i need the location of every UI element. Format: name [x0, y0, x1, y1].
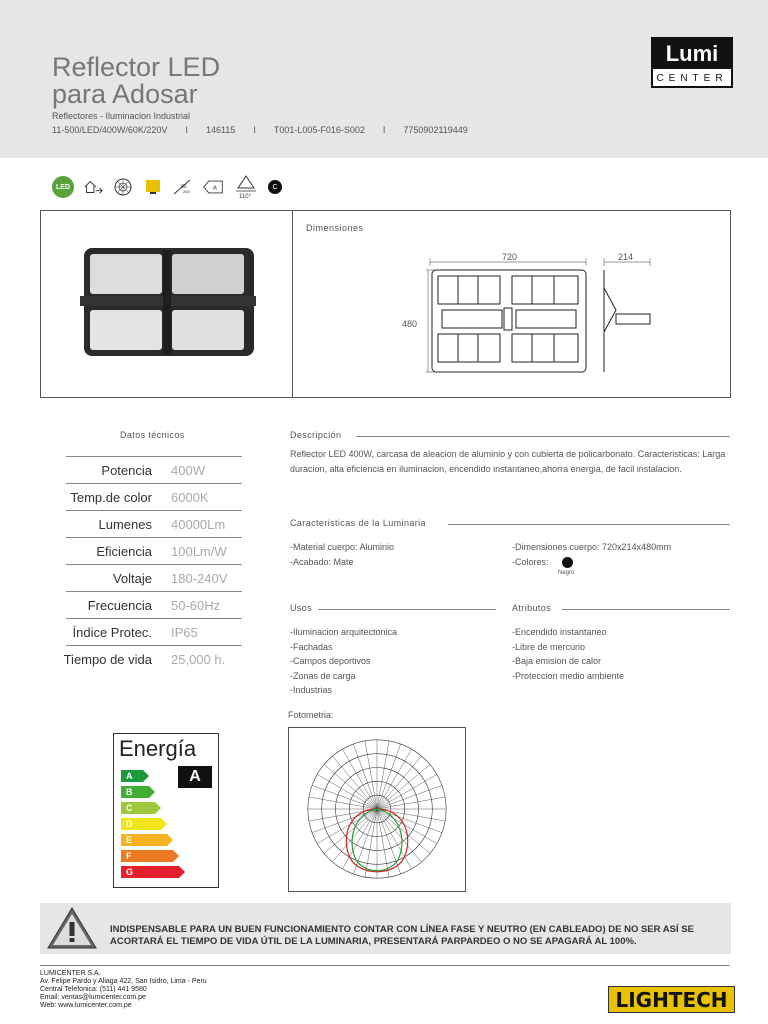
spec-key: Temp.de color [70, 490, 152, 505]
box-divider [292, 211, 293, 397]
spec-row [66, 456, 242, 483]
warm-light-icon [142, 176, 164, 198]
list-item: -Iluminacion arquitectonica [290, 627, 398, 637]
usos-title: Usos [290, 603, 313, 613]
warning-icon [46, 906, 98, 950]
spec-key: Tiempo de vida [63, 652, 152, 667]
code-separator: I [382, 125, 386, 135]
product-model-code: 11-500/LED/400W/60K/220V [52, 125, 168, 135]
spec-value: 25,000 h. [171, 652, 226, 667]
footer-email[interactable]: Email: ventas@lumicenter.com.pe [40, 994, 146, 1001]
spec-key: Potencia [101, 463, 152, 478]
dimensions-label: Dimensiones [306, 223, 364, 233]
svg-text:110°: 110° [239, 194, 251, 200]
code-separator: I [253, 125, 256, 135]
spec-key: Frecuencia [87, 598, 152, 613]
energy-label [113, 733, 219, 888]
spec-value: 40000Lm [171, 517, 226, 532]
color-swatch-black [562, 557, 573, 568]
spec-value: 100Lm/W [171, 544, 227, 559]
list-item: -Campos deportivos [290, 656, 371, 666]
luminaria-rule [448, 524, 730, 525]
list-item: -Proteccion medio ambiente [512, 670, 625, 681]
footer-rule [40, 965, 730, 966]
luminaria-finish: -Acabado: Mate [290, 556, 354, 567]
svg-text:720: 720 [502, 252, 518, 262]
description-rule [356, 436, 730, 437]
spec-row [66, 537, 242, 564]
product-title-line2: para Adosar [52, 79, 198, 109]
energy-class-g: G [121, 866, 179, 878]
code-separator: I [185, 125, 188, 135]
spec-value: 50-60Hz [171, 598, 221, 613]
footer-company: LUMICENTER S.A. [40, 970, 101, 977]
spec-key: Eficiencia [96, 544, 152, 559]
led-icon: LED [52, 176, 74, 198]
energy-class-c: C [121, 802, 155, 814]
atributos-title: Atributos [512, 603, 552, 613]
beam-angle-icon [232, 176, 260, 198]
footer-phone: Central Telefonica: (511) 441 9580 [40, 986, 147, 993]
svg-text:480: 480 [402, 319, 418, 329]
svg-text:265: 265 [183, 189, 190, 194]
photometry-diagram [288, 727, 466, 892]
spec-row [66, 510, 242, 537]
list-item: -Encendido instantaneo [512, 627, 607, 637]
spec-row [66, 483, 242, 510]
energy-title: Energía [119, 736, 197, 761]
lumicenter-logo [651, 37, 733, 88]
product-sku: 146115 [205, 125, 236, 135]
outdoor-house-icon [82, 176, 104, 198]
list-item: -Fachadas [290, 641, 333, 652]
spec-key: Lumenes [98, 517, 152, 532]
lightech-logo: LIGHTECH [608, 986, 735, 1013]
color-icon: C [268, 180, 282, 194]
product-category: Reflectores - Iluminacion Industrial [52, 111, 191, 121]
spec-value: 400W [171, 463, 205, 478]
energy-class-d: D [121, 818, 161, 830]
luminaria-colors: -Colores: [512, 556, 549, 567]
energy-class-e: E [121, 834, 167, 846]
spec-value: 6000K [171, 490, 209, 505]
logo-bottom-text: CENTER [656, 73, 728, 84]
usos-rule [318, 609, 496, 610]
description-title: Descripción [290, 430, 342, 440]
svg-text:A: A [213, 185, 217, 192]
atributos-list [512, 625, 624, 683]
product-reference: T001-L005-F016-S002 [273, 125, 365, 135]
svg-text:214: 214 [618, 252, 634, 262]
spec-value: 180-240V [171, 571, 228, 586]
list-item: -Baja emision de calor [512, 656, 602, 666]
energy-class-b: B [121, 786, 149, 798]
logo-top-text: Lumi [653, 39, 731, 69]
svg-text:85: 85 [181, 184, 187, 190]
description-text: Reflector LED 400W, carcasa de aleacion de aluminio y con cubierta de policarbonato. Caracteristicas: Larga duracion, alta eficiencia en iluminacion, encendido instantaneo,ahorra energia, de facil instalacion. [290, 449, 726, 474]
luminaria-material: -Material cuerpo: Aluminio [290, 542, 395, 552]
specs-title: Datos técnicos [120, 430, 185, 440]
list-item: -Libre de mercurio [512, 641, 586, 652]
luminaria-dimensions: -Dimensiones cuerpo: 720x214x480mm [512, 542, 672, 552]
energy-rating-arrow: A [178, 766, 212, 788]
product-image [80, 246, 256, 358]
fotometria-label: Fotometria: [288, 710, 334, 720]
luminaria-title: Caracteristicas de la Luminaria [290, 518, 426, 528]
product-title-line1: Reflector LED [52, 52, 221, 82]
warning-text: INDISPENSABLE PARA UN BUEN FUNCIONAMIENTO CONTAR CON LÍNEA FASE Y NEUTRO (EN CABLEADO) DE NO SER ASÍ SE ACORTARÁ EL TIEMPO DE VIDA ÚTIL DE LA LUMINARIA, PRESENTARÁ PARPARDEO O NO SE APAGARÁ AL 100%. [110, 924, 694, 947]
luminaria-right [512, 540, 671, 569]
product-barcode: 7750902119449 [403, 125, 468, 135]
footer-address: Av. Felipe Pardo y Aliaga 422, San Isidro, Lima - Peru [40, 978, 207, 985]
energy-class-a: A [121, 770, 143, 782]
luminaria-left [290, 540, 394, 569]
energy-class-icon [202, 176, 224, 198]
list-item: -Zonas de carga [290, 670, 356, 681]
lifespan-icon [112, 176, 134, 198]
atributos-rule [562, 609, 730, 610]
product-codes [52, 125, 468, 135]
color-swatch-label: Negro [558, 570, 575, 576]
footer-contact [40, 970, 207, 1010]
usos-list [290, 625, 397, 698]
energy-class-f: F [121, 850, 173, 862]
spec-value: IP65 [171, 625, 198, 640]
spec-row [66, 591, 242, 618]
spec-key: Índice Protec. [72, 625, 152, 640]
spec-row [63, 645, 242, 672]
feature-icons-row [52, 174, 282, 200]
spec-key: Voltaje [112, 571, 152, 586]
spec-row [66, 618, 242, 645]
dimensions-drawing [398, 248, 660, 378]
spec-row [66, 564, 242, 591]
footer-web[interactable]: Web: www.lumicenter.com.pe [40, 1002, 132, 1009]
dimmable-icon [172, 176, 194, 198]
list-item: -Industrias [290, 685, 333, 695]
